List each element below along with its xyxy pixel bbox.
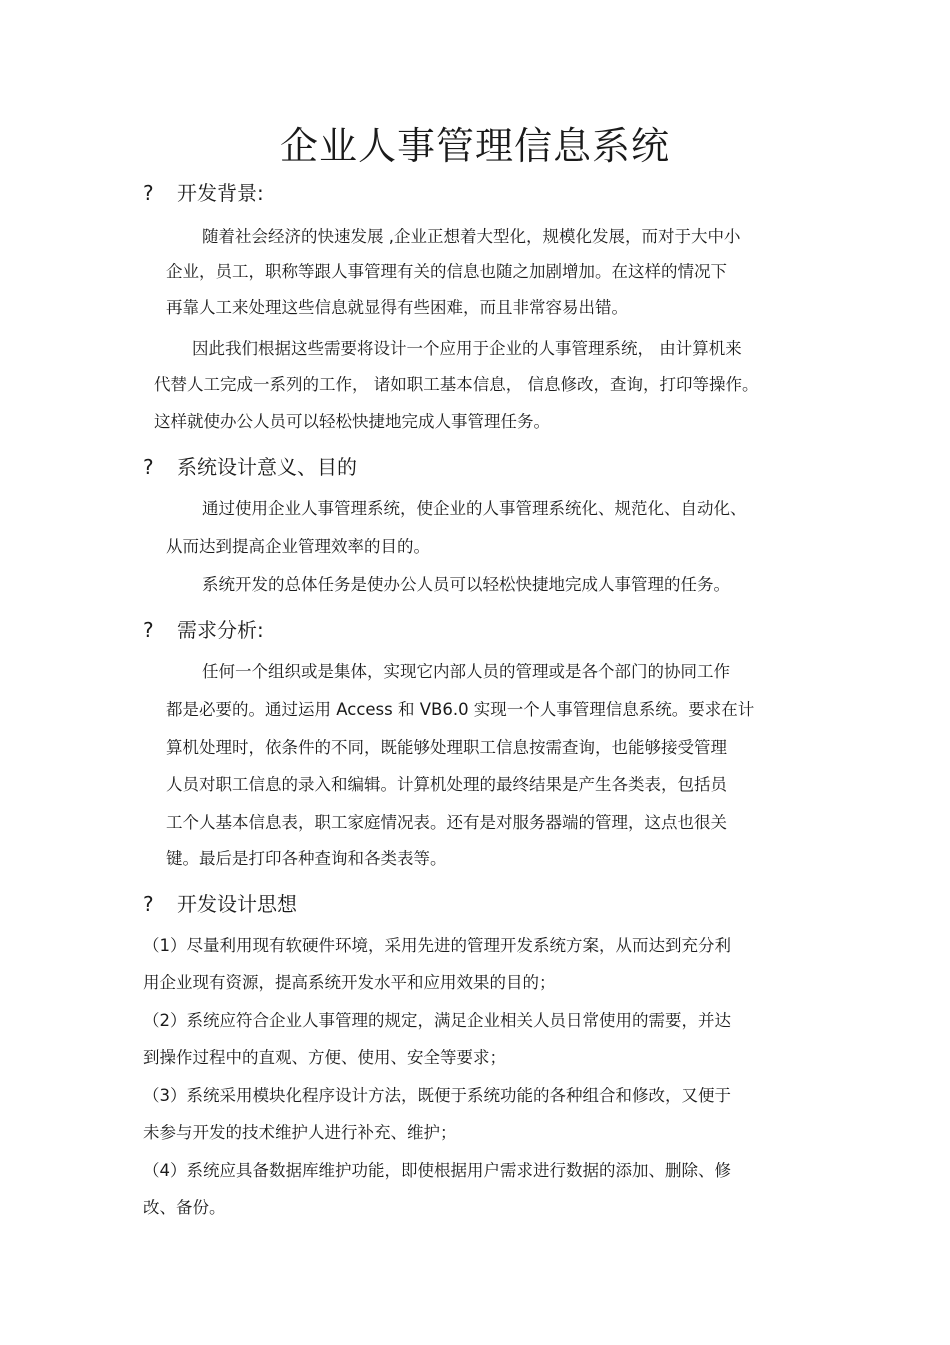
list-item-line: （4）系统应具备数据库维护功能，即使根据用户需求进行数据的添加、删除、修	[143, 1161, 731, 1180]
section-heading-requirements	[143, 616, 264, 644]
list-item-line: 用企业现有资源，提高系统开发水平和应用效果的目的；	[143, 973, 556, 992]
paragraph-line: 人员对职工信息的录入和编辑。计算机处理的最终结果是产生各类表，包括员	[166, 775, 727, 794]
paragraph-line: 代替人工完成一系列的工作， 诸如职工基本信息， 信息修改，查询，打印等操作。	[154, 375, 759, 394]
paragraph-line: 算机处理时，依条件的不同，既能够处理职工信息按需查询，也能够接受管理	[166, 738, 727, 757]
list-item-line: （3）系统采用模块化程序设计方法，既便于系统功能的各种组合和修改，又便于	[143, 1086, 731, 1105]
bullet-glyph: ?	[143, 892, 154, 916]
paragraph-line: 都是必要的。通过运用 Access 和 VB6.0 实现一个人事管理信息系统。要求在计	[166, 700, 755, 719]
section-heading-purpose	[143, 453, 357, 481]
section-heading-text: 开发设计思想	[177, 892, 297, 916]
paragraph-line: 从而达到提高企业管理效率的目的。	[166, 537, 430, 556]
paragraph-line: 再靠人工来处理这些信息就显得有些困难，而且非常容易出错。	[166, 298, 628, 317]
bullet-glyph: ?	[143, 181, 154, 205]
section-heading-text: 系统设计意义、目的	[177, 455, 357, 479]
section-heading-design-ideas	[143, 890, 297, 918]
list-item-line: 到操作过程中的直观、方便、使用、安全等要求；	[143, 1048, 506, 1067]
bullet-glyph: ?	[143, 455, 154, 479]
section-heading-text: 需求分析:	[177, 618, 264, 642]
paragraph-line: 企业，员工，职称等跟人事管理有关的信息也随之加剧增加。在这样的情况下	[166, 262, 727, 281]
paragraph-line: 因此我们根据这些需要将设计一个应用于企业的人事管理系统， 由计算机来	[192, 339, 742, 358]
paragraph-line: 这样就使办公人员可以轻松快捷地完成人事管理任务。	[154, 412, 550, 431]
list-item-line: （1）尽量利用现有软硬件环境，采用先进的管理开发系统方案，从而达到充分利	[143, 936, 731, 955]
section-heading-text: 开发背景:	[177, 181, 264, 205]
paragraph-line: 随着社会经济的快速发展 ,企业正想着大型化，规模化发展，而对于大中小	[202, 227, 741, 246]
bullet-glyph: ?	[143, 618, 154, 642]
paragraph-line: 工个人基本信息表，职工家庭情况表。还有是对服务器端的管理，这点也很关	[166, 813, 727, 832]
paragraph-line: 通过使用企业人事管理系统，使企业的人事管理系统化、规范化、自动化、	[202, 499, 747, 518]
paragraph-line: 任何一个组织或是集体，实现它内部人员的管理或是各个部门的协同工作	[202, 662, 730, 681]
list-item-line: 未参与开发的技术维护人进行补充、维护；	[143, 1123, 457, 1142]
paragraph-line: 系统开发的总体任务是使办公人员可以轻松快捷地完成人事管理的任务。	[202, 575, 730, 594]
section-heading-background	[143, 179, 264, 207]
list-item-line: （2）系统应符合企业人事管理的规定，满足企业相关人员日常使用的需要，并达	[143, 1011, 731, 1030]
paragraph-line: 键。最后是打印各种查询和各类表等。	[166, 849, 447, 868]
document-title: 企业人事管理信息系统	[279, 124, 670, 168]
list-item-line: 改、备份。	[143, 1198, 226, 1217]
